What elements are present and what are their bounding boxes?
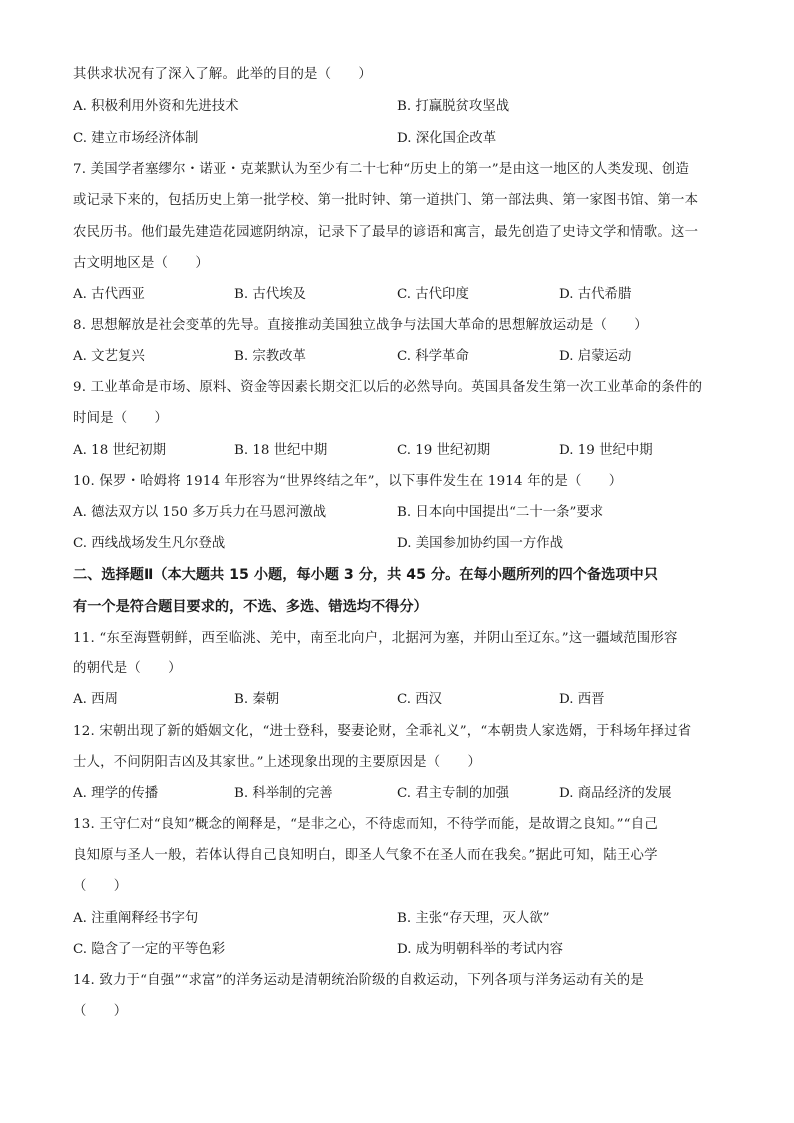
q13-option-c: C. 隐含了一定的平等色彩 [73,942,226,957]
q10-option-d: D. 美国参加协约国一方作战 [397,536,564,551]
question-7-line-3: 农民历书。他们最先建造花园遮阴纳凉，记录下了最早的谚语和寓言，最先创造了史诗文学和情歌。这一 [73,225,699,240]
question-13-line-1: 13. 王守仁对“良知”概念的阐释是，“是非之心，不待虑而知，不待学而能，是故谓之良知。”“自己 [73,817,658,832]
q8-option-d: D. 启蒙运动 [559,349,632,364]
q7-option-a: A. 古代西亚 [73,287,145,302]
question-13-line-3: （ ） [73,879,128,894]
q13-option-a: A. 注重阐释经书字句 [73,911,199,926]
question-12-line-2: 士人，不问阴阳吉凶及其家世。”上述现象出现的主要原因是（ ） [73,755,482,770]
q11-option-c: C. 西汉 [397,692,443,707]
q7-option-b: B. 古代埃及 [234,287,306,302]
question-13-line-2: 良知原与圣人一般，若体认得自己良知明白，即圣人气象不在圣人而在我矣。”据此可知，陆王心学 [73,848,658,863]
q12-option-b: B. 科举制的完善 [234,786,333,801]
q9-option-a: A. 18 世纪初期 [73,443,167,458]
q10-option-c: C. 西线战场发生凡尔登战 [73,536,226,551]
q9-option-b: B. 18 世纪中期 [234,443,328,458]
question-14-line-1: 14. 致力于“自强”“求富”的洋务运动是清朝统治阶级的自救运动，下列各项与洋务运动有关的是 [73,973,644,988]
question-14-line-2: （ ） [73,1004,128,1019]
q12-option-d: D. 商品经济的发展 [559,786,672,801]
q8-option-c: C. 科学革命 [397,349,469,364]
question-9-line-1: 9. 工业革命是市场、原料、资金等因素长期交汇以后的必然导向。英国具备发生第一次工业革命的条件的 [73,380,703,395]
q8-option-b: B. 宗教改革 [234,349,306,364]
q11-option-a: A. 西周 [73,692,118,707]
q11-option-b: B. 秦朝 [234,692,280,707]
q7-option-d: D. 古代希腊 [559,287,632,302]
question-12-line-1: 12. 宋朝出现了新的婚姻文化，“进士登科，娶妻论财，全乖礼义”，“本朝贵人家选婿，于科场年择过省 [73,724,692,739]
q6-option-d: D. 深化国企改革 [397,131,497,146]
question-6-stem: 其供求状况有了深入了解。此举的目的是（ ） [73,67,372,82]
q11-option-d: D. 西晋 [559,692,605,707]
q9-option-d: D. 19 世纪中期 [559,443,653,458]
question-9-line-2: 时间是（ ） [73,411,169,426]
q7-option-c: C. 古代印度 [397,287,469,302]
q13-option-d: D. 成为明朝科举的考试内容 [397,942,564,957]
q10-option-b: B. 日本向中国提出“二十一条”要求 [397,505,604,520]
q12-option-c: C. 君主专制的加强 [397,786,510,801]
q9-option-c: C. 19 世纪初期 [397,443,491,458]
question-11-line-2: 的朝代是（ ） [73,661,182,676]
question-7-line-1: 7. 美国学者塞缪尔・诺亚・克莱默认为至少有二十七种“历史上的第一”是由这一地区的人类发现、创造 [73,162,690,177]
q6-option-c: C. 建立市场经济体制 [73,131,199,146]
section-2-heading-line-1: 二、选择题Ⅱ（本大题共 15 小题，每小题 3 分，共 45 分。在每小题所列的四个备选项中只 [73,567,658,583]
q6-option-a: A. 积极利用外资和先进技术 [73,99,239,114]
question-10-line-1: 10. 保罗・哈姆将 1914 年形容为“世界终结之年”，以下事件发生在 1914 年的是（ ） [73,474,623,489]
q8-option-a: A. 文艺复兴 [73,349,145,364]
section-2-heading-line-2: 有一个是符合题目要求的，不选、多选、错选均不得分） [73,599,428,615]
question-7-line-2: 或记录下来的，包括历史上第一批学校、第一批时钟、第一道拱门、第一部法典、第一家图书馆、第一本 [73,193,699,208]
q12-option-a: A. 理学的传播 [73,786,159,801]
question-7-line-4: 古文明地区是（ ） [73,256,209,271]
q6-option-b: B. 打赢脱贫攻坚战 [397,99,510,114]
q13-option-b: B. 主张“存天理，灭人欲” [397,911,550,926]
question-11-line-1: 11. “东至海暨朝鲜，西至临洮、羌中，南至北向户，北据河为塞，并阴山至辽东。”这一疆域范围形容 [73,631,678,646]
q10-option-a: A. 德法双方以 150 多万兵力在马恩河激战 [73,505,327,520]
question-8-line-1: 8. 思想解放是社会变革的先导。直接推动美国独立战争与法国大革命的思想解放运动是（ ） [73,318,648,333]
